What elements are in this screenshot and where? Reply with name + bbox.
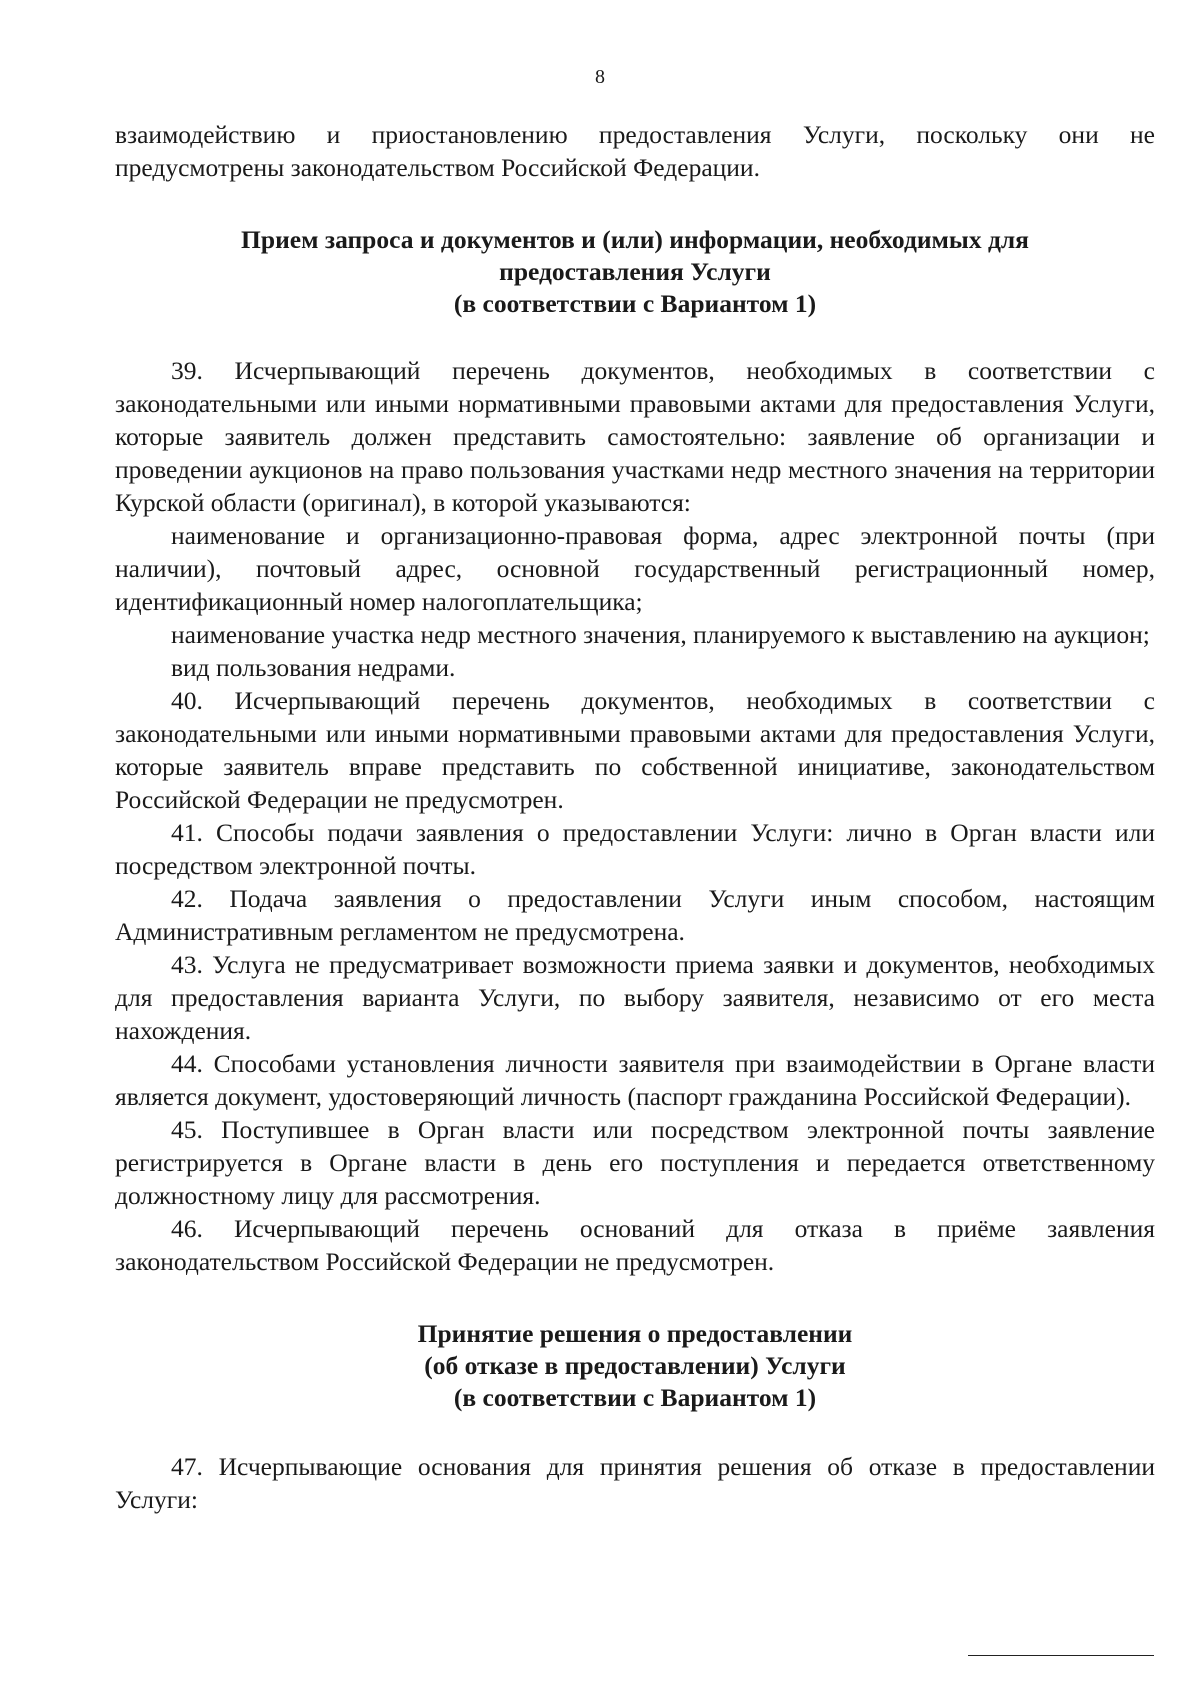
paragraph-40: 40. Исчерпывающий перечень документов, необходимых в соответствии с законодательными или иными нормативными правовыми актами для предоставления Услуги, которые заявитель вправе представить по собственной инициативе, законодательством Российской Федерации не предусмотрен. bbox=[115, 686, 1155, 814]
intro-paragraph: взаимодействию и приостановлению предоставления Услуги, поскольку они не предусмотрены законодательством Российской Федерации. bbox=[115, 120, 1155, 182]
list-item-subsoil-site: наименование участка недр местного значения, планируемого к выставлению на аукцион; bbox=[171, 620, 1150, 649]
heading-line: Принятие решения о предоставлении bbox=[417, 1319, 853, 1348]
heading-line: (в соответствии с Вариантом 1) bbox=[453, 289, 817, 318]
footnote-rule bbox=[968, 1655, 1154, 1656]
paragraph-43: 43. Услуга не предусматривает возможности приема заявки и документов, необходимых для предоставления варианта Услуги, по выбору заявителя, независимо от его места нахождения. bbox=[115, 950, 1155, 1045]
paragraph-44: 44. Способами установления личности заявителя при взаимодействии в Органе власти является документ, удостоверяющий личность (паспорт гражданина Российской Федерации). bbox=[115, 1049, 1155, 1111]
section-heading-decision bbox=[115, 1318, 1155, 1414]
page-number: 8 bbox=[595, 66, 605, 88]
heading-line: Прием запроса и документов и (или) информации, необходимых для bbox=[241, 225, 1029, 254]
paragraph-46: 46. Исчерпывающий перечень оснований для отказа в приёме заявления законодательством Российской Федерации не предусмотрен. bbox=[115, 1214, 1155, 1276]
paragraph-45: 45. Поступившее в Орган власти или посредством электронной почты заявление регистрируется в Органе власти в день его поступления и передается ответственному должностному лицу для рассмотрения. bbox=[115, 1115, 1155, 1210]
heading-line: предоставления Услуги bbox=[499, 257, 771, 286]
paragraph-41: 41. Способы подачи заявления о предоставлении Услуги: лично в Орган власти или посредством электронной почты. bbox=[115, 818, 1155, 880]
paragraph-42: 42. Подача заявления о предоставлении Услуги иным способом, настоящим Административным регламентом не предусмотрена. bbox=[115, 884, 1155, 946]
list-item-usage-type: вид пользования недрами. bbox=[171, 653, 456, 682]
list-item-applicant-details: наименование и организационно-правовая форма, адрес электронной почты (при наличии), почтовый адрес, основной государственный регистрационный номер, идентификационный номер налогоплательщика; bbox=[115, 521, 1155, 616]
paragraph-39: 39. Исчерпывающий перечень документов, необходимых в соответствии с законодательными или иными нормативными правовыми актами для предоставления Услуги, которые заявитель должен представить самостоятельно: заявление об организации и проведении аукционов на право пользования участками недр местного значения на территории Курской области (оригинал), в которой указываются: bbox=[115, 356, 1155, 517]
paragraph-47: 47. Исчерпывающие основания для принятия решения об отказе в предоставлении Услуги: bbox=[115, 1452, 1155, 1514]
document-body bbox=[115, 118, 1155, 1516]
heading-line: (в соответствии с Вариантом 1) bbox=[453, 1383, 817, 1412]
heading-line: (об отказе в предоставлении) Услуги bbox=[424, 1351, 846, 1380]
section-heading-reception bbox=[115, 224, 1155, 320]
